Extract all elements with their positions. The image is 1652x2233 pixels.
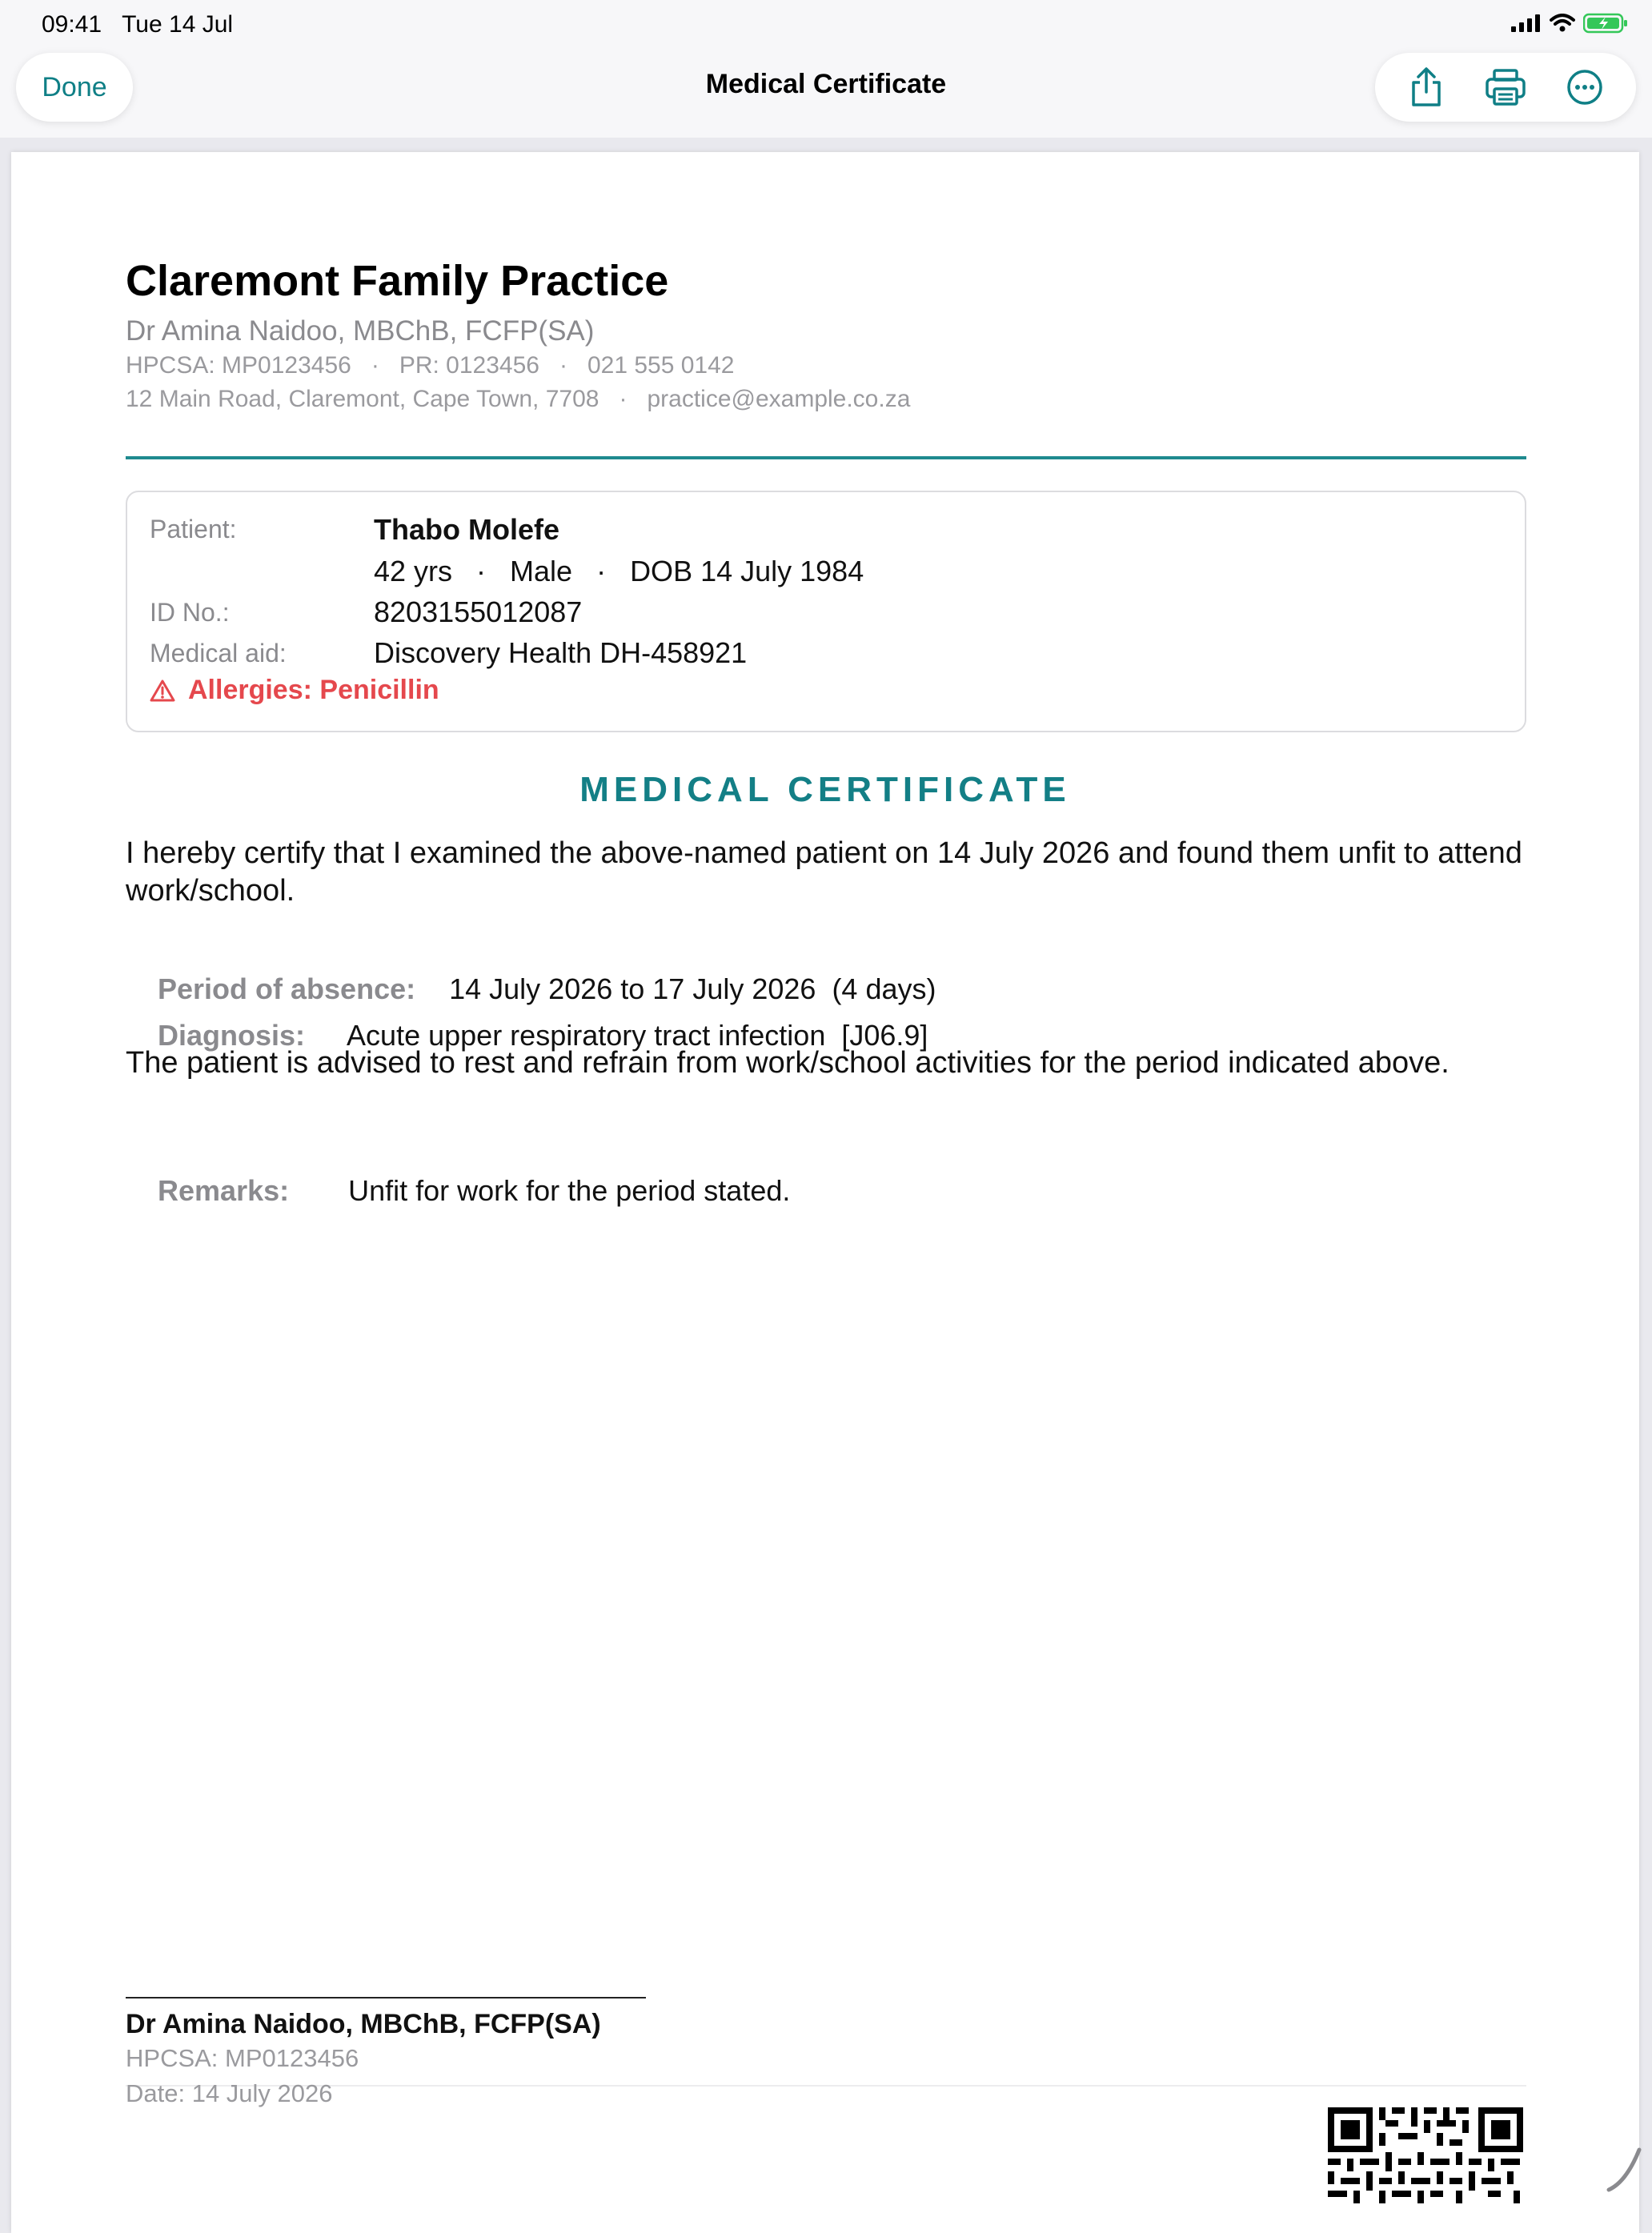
diagnosis-value: Acute upper respiratory tract infection [J06.9] — [347, 1019, 928, 1052]
period-label: Period of absence: — [158, 972, 416, 1005]
diagnosis-label: Diagnosis: — [158, 1019, 306, 1052]
medical-aid-label: Medical aid: — [150, 639, 287, 667]
practice-registration: HPCSA: MP0123456 · PR: 0123456 · 021 555 0142 — [126, 352, 735, 379]
share-button[interactable] — [1398, 59, 1454, 115]
remarks-label: Remarks: — [158, 1174, 290, 1207]
id-number: 8203155012087 — [374, 595, 583, 628]
certificate-document — [11, 152, 1639, 2233]
certificate-heading: MEDICAL CERTIFICATE — [579, 770, 1071, 809]
header-divider — [126, 456, 1526, 459]
medical-aid-value: Discovery Health DH-458921 — [374, 636, 748, 669]
allergy-text: Allergies: Penicillin — [188, 675, 439, 705]
id-label: ID No.: — [150, 598, 230, 627]
more-button[interactable] — [1557, 59, 1613, 115]
footer-divider — [126, 2085, 1526, 2087]
patient-label: Patient: — [150, 515, 237, 543]
share-icon — [1409, 66, 1444, 108]
nav-bar — [0, 50, 1652, 138]
qr-code — [1328, 2107, 1523, 2203]
status-indicators — [1511, 13, 1628, 34]
signal-icon — [1511, 14, 1542, 32]
practice-address: 12 Main Road, Claremont, Cape Town, 7708 · practice@example.co.za — [126, 386, 911, 412]
patient-details: 42 yrs · Male · DOB 14 July 1984 — [374, 555, 864, 587]
status-bar — [0, 0, 1652, 50]
done-button[interactable]: Done — [16, 53, 133, 122]
warning-icon — [150, 679, 175, 703]
certification-statement: I hereby certify that I examined the above-named patient on 14 July 2026 and found them unfit to attend work/school. — [126, 836, 1522, 908]
period-value: 14 July 2026 to 17 July 2026 (4 days) — [449, 972, 936, 1005]
signatory-name: Dr Amina Naidoo, MBChB, FCFP(SA) — [126, 2009, 601, 2039]
status-time: 09:41 Tue 14 Jul — [42, 11, 234, 38]
remarks-value: Unfit for work for the period stated. — [348, 1174, 791, 1207]
advice-text: The patient is advised to rest and refrain from work/school activities for the period indicated above. — [126, 1046, 1450, 1080]
allergy-alert — [150, 675, 439, 706]
signature-line — [126, 1997, 646, 1998]
patient-card — [126, 491, 1526, 732]
signatory-registration: HPCSA: MP0123456 — [126, 2044, 359, 2072]
print-button[interactable] — [1478, 59, 1534, 115]
print-icon — [1485, 68, 1526, 106]
remarks-row — [126, 1141, 790, 1241]
more-icon — [1566, 68, 1604, 106]
practice-name: Claremont Family Practice — [126, 257, 669, 305]
action-toolbar — [1375, 53, 1636, 122]
doctor-name: Dr Amina Naidoo, MBChB, FCFP(SA) — [126, 315, 595, 347]
page-title: Medical Certificate — [705, 69, 947, 99]
certificate-date: Date: 14 July 2026 — [126, 2079, 333, 2107]
wifi-icon — [1550, 14, 1575, 33]
battery-icon — [1583, 13, 1628, 34]
patient-name: Thabo Molefe — [374, 513, 559, 546]
scroll-indicator[interactable] — [1606, 2145, 1644, 2193]
